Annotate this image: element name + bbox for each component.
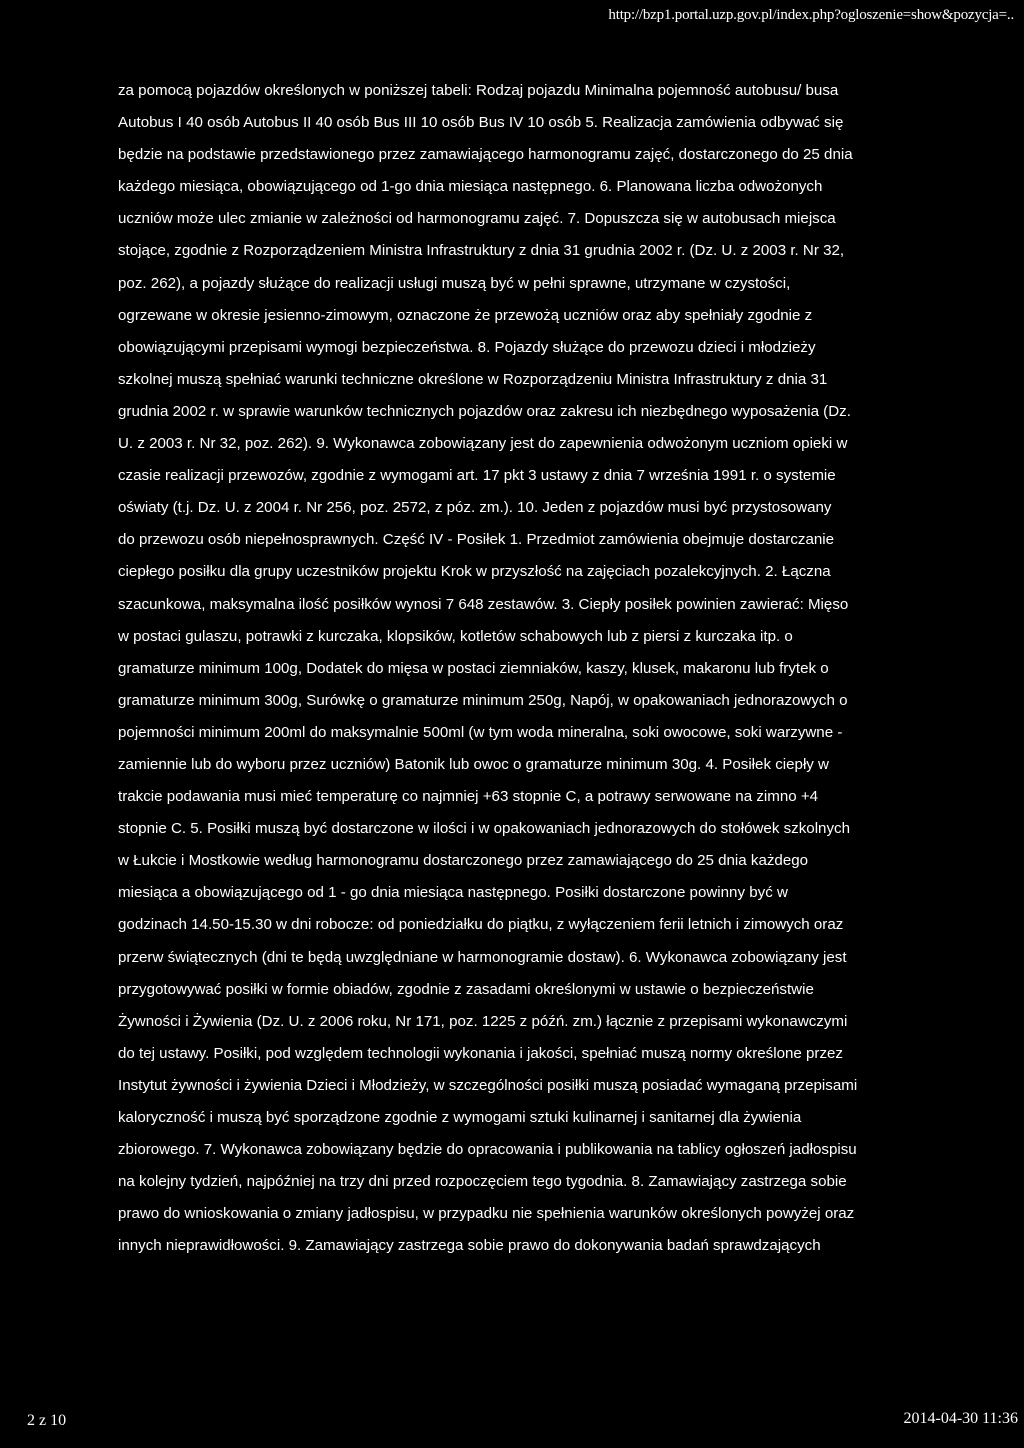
document-line: szacunkowa, maksymalna ilość posiłków wynosi 7 648 zestawów. 3. Ciepły posiłek powinien zawierać: Mięso [118, 595, 849, 613]
document-line: szkolnej muszą spełniać warunki techniczne określone w Rozporządzeniu Ministra Infrastruktury z dnia 31 [118, 370, 828, 388]
document-line: Instytut żywności i żywienia Dzieci i Młodzieży, w szczególności posiłki muszą posiadać wymaganą przepisami [118, 1076, 858, 1094]
document-line: trakcie podawania musi mieć temperaturę co najmniej +63 stopnie C, a potrawy serwowane na zimno +4 [118, 788, 819, 806]
document-line: w postaci gulaszu, potrawki z kurczaka, klopsików, kotletów schabowych lub z piersi z kurczaka itp. o [118, 627, 793, 645]
print-timestamp: 2014-04-30 11:36 [903, 1410, 1018, 1427]
document-line: do tej ustawy. Posiłki, pod względem technologii wykonania i jakości, spełniać muszą normy określone przez [118, 1044, 843, 1062]
document-line: gramaturze minimum 300g, Surówkę o gramaturze minimum 250g, Napój, w opakowaniach jednorazowych o [118, 691, 848, 709]
document-line: miesiąca a obowiązującego od 1 - go dnia miesiąca następnego. Posiłki dostarczone powinny być w [118, 884, 788, 902]
document-line: Autobus I 40 osób Autobus II 40 osób Bus III 10 osób Bus IV 10 osób 5. Realizacja zamówienia odbywać się [118, 114, 844, 132]
document-line: gramaturze minimum 100g, Dodatek do mięsa w postaci ziemniaków, kaszy, klusek, makaronu lub frytek o [118, 659, 829, 677]
document-line: prawo do wnioskowania o zmiany jadłospisu, w przypadku nie spełnienia warunków określonych powyżej oraz [118, 1205, 855, 1223]
document-line: Żywności i Żywienia (Dz. U. z 2006 roku, Nr 171, poz. 1225 z późń. zm.) łącznie z przepisami wykonawczymi [118, 1012, 848, 1030]
document-line: czasie realizacji przewozów, zgodnie z wymogami art. 17 pkt 3 ustawy z dnia 7 września 1991 r. o systemie [118, 467, 836, 485]
document-line: każdego miesiąca, obowiązującego od 1-go dnia miesiąca następnego. 6. Planowana liczba odwożonych [118, 178, 823, 196]
document-line: przerw świątecznych (dni te będą uwzględniane w harmonogramie dostaw). 6. Wykonawca zobowiązany jest [118, 948, 847, 966]
document-body [118, 75, 1018, 1262]
document-line: ogrzewane w okresie jesienno-zimowym, oznaczone że przewożą uczniów oraz aby spełniały zgodnie z [118, 306, 813, 324]
document-line: zbiorowego. 7. Wykonawca zobowiązany będzie do opracowania i publikowania na tablicy ogłoszeń jadłospisu [118, 1141, 857, 1159]
page-indicator: 2 z 10 [27, 1412, 67, 1429]
document-line: będzie na podstawie przedstawionego przez zamawiającego harmonogramu zajęć, dostarczonego do 25 dnia [118, 146, 853, 164]
document-line: zamiennie lub do wyboru przez uczniów) Batonik lub owoc o gramaturze minimum 30g. 4. Posiłek ciepły w [118, 755, 829, 773]
document-line: stopnie C. 5. Posiłki muszą być dostarczone w ilości i w opakowaniach jednorazowych do stołówek szkolnych [118, 820, 850, 838]
document-line: przygotowywać posiłki w formie obiadów, zgodnie z zasadami określonymi w ustawie o bezpieczeństwie [118, 980, 814, 998]
document-line: innych nieprawidłowości. 9. Zamawiający zastrzega sobie prawo do dokonywania badań sprawdzających [118, 1237, 821, 1255]
document-line: za pomocą pojazdów określonych w poniższej tabeli: Rodzaj pojazdu Minimalna pojemność autobusu/ busa [118, 82, 839, 99]
document-line: grudnia 2002 r. w sprawie warunków technicznych pojazdów oraz zakresu ich niezbędnego wyposażenia (Dz. [118, 402, 851, 420]
document-line: U. z 2003 r. Nr 32, poz. 262). 9. Wykonawca zobowiązany jest do zapewnienia odwożonym uczniom opieki w [118, 435, 848, 453]
document-line: poz. 262), a pojazdy służące do realizacji usługi muszą być w pełni sprawne, utrzymane w czystości, [118, 274, 791, 292]
document-line: oświaty (t.j. Dz. U. z 2004 r. Nr 256, poz. 2572, z póz. zm.). 10. Jeden z pojazdów musi być przystosowany [118, 499, 832, 517]
document-line: kaloryczność i muszą być sporządzone zgodnie z wymogami sztuki kulinarnej i sanitarnej dla żywienia [118, 1109, 802, 1126]
document-line: na kolejny tydzień, najpóźniej na trzy dni przed rozpoczęciem tego tygodnia. 8. Zamawiający zastrzega sobie [118, 1173, 847, 1191]
document-line: obowiązującymi przepisami wymogi bezpieczeństwa. 8. Pojazdy służące do przewozu dzieci i młodzieży [118, 338, 816, 356]
document-line: uczniów może ulec zmianie w zależności od harmonogramu zajęć. 7. Dopuszcza się w autobusach miejsca [118, 210, 836, 228]
document-line: w Łukcie i Mostkowie według harmonogramu dostarczonego przez zamawiającego do 25 dnia każdego [118, 852, 809, 870]
page-url: http://bzp1.portal.uzp.gov.pl/index.php?ogloszenie=show&pozycja=.. [608, 7, 1014, 23]
document-line: do przewozu osób niepełnosprawnych. Część IV - Posiłek 1. Przedmiot zamówienia obejmuje dostarczanie [118, 531, 835, 549]
document-line: godzinach 14.50-15.30 w dni robocze: od poniedziałku do piątku, z wyłączeniem ferii letnich i zimowych oraz [118, 916, 844, 934]
document-line: ciepłego posiłku dla grupy uczestników projektu Krok w przyszłość na zajęciach pozalekcyjnych. 2. Łączna [118, 563, 831, 581]
document-line: stojące, zgodnie z Rozporządzeniem Ministra Infrastruktury z dnia 31 grudnia 2002 r. (Dz. U. z 2003 r. Nr 32, [118, 242, 845, 260]
document-line: pojemności minimum 200ml do maksymalnie 500ml (w tym woda mineralna, soki owocowe, soki warzywne - [118, 723, 843, 741]
